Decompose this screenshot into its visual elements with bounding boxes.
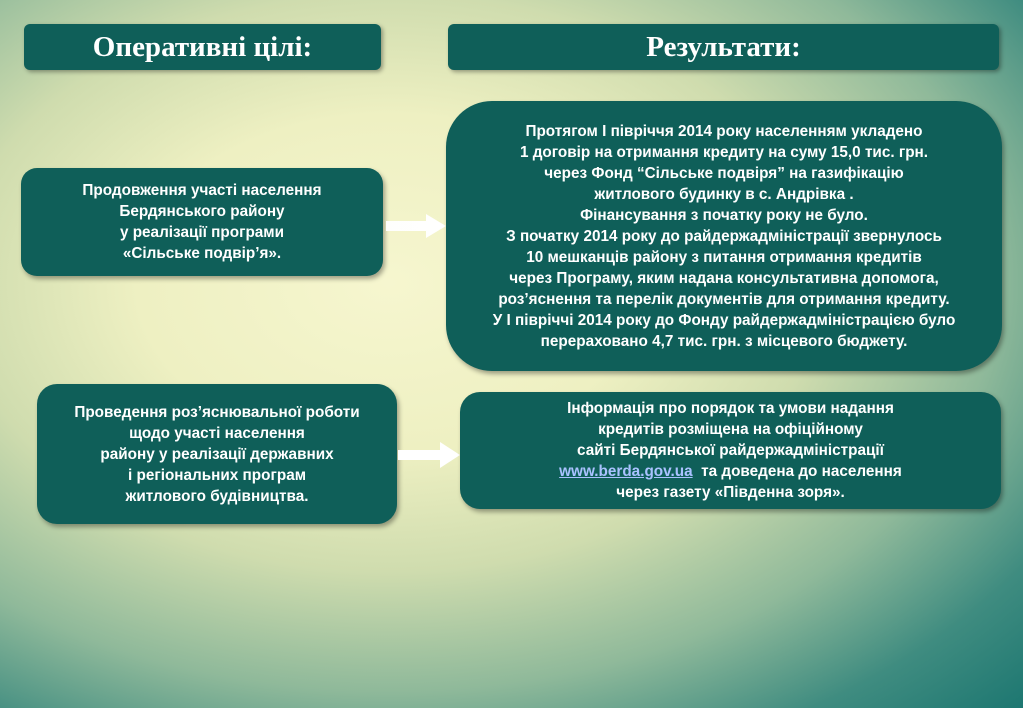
- result-1-line: Протягом І півріччя 2014 року населенням укладено: [525, 122, 923, 140]
- result-1-line: житлового будинку в с. Андрівка .: [594, 185, 854, 203]
- result-1-line: роз’яснення та перелік документів для отримання кредиту.: [498, 290, 950, 308]
- result-1-line: перераховано 4,7 тис. грн. з місцевого бюджету.: [540, 332, 908, 350]
- goal-1-line: Продовження участі населення: [82, 182, 322, 199]
- goal-1-line: Бердянського району: [119, 203, 285, 220]
- result-2-line: через газету «Південна зоря».: [616, 484, 845, 501]
- goal-2-line: і регіональних програм: [127, 466, 307, 484]
- result-2-line: кредитів розміщена на офіційному: [598, 421, 863, 438]
- goal-1-line: у реалізації програми: [119, 224, 285, 241]
- result-1-line: через Фонд “Сільське подвіря” на газифікацію: [544, 164, 904, 182]
- goal-2-line: Проведення роз’яснювальної роботи: [74, 403, 360, 421]
- result-2-line: сайті Бердянської райдержадміністрації: [577, 442, 884, 459]
- goal-1-line: «Сільське подвір’я».: [122, 245, 282, 262]
- result-1-line: через Програму, яким надана консультативна допомога,: [509, 269, 939, 287]
- goal-2-line: щодо участі населення: [129, 424, 305, 442]
- result-1-line: 1 договір на отримання кредиту на суму 15,0 тис. грн.: [519, 143, 929, 161]
- result-1-line: У І півріччі 2014 року до Фонду райдержадміністрацією було: [492, 311, 956, 329]
- result-2-link-line: [559, 461, 902, 482]
- right-arrow-icon: [384, 212, 448, 240]
- results-header: Результати:: [448, 24, 999, 70]
- right-arrow-icon: [396, 440, 462, 470]
- website-link[interactable]: www.berda.gov.ua: [559, 463, 693, 480]
- result-2-link-suffix: та доведена до населення: [692, 463, 902, 480]
- result-1-line: З початку 2014 року до райдержадміністрації звернулось: [506, 227, 942, 245]
- result-1-line: 10 мешканців району з питання отримання кредитів: [526, 248, 922, 266]
- goal-box-explanatory-work: [37, 384, 397, 524]
- goal-2-line: житлового будівництва.: [125, 487, 309, 505]
- goals-header: Оперативні цілі:: [24, 24, 381, 70]
- goal-box-silske-podvirya: [21, 168, 383, 276]
- goal-2-line: району у реалізації державних: [100, 445, 334, 463]
- result-2-line: Інформація про порядок та умови надання: [567, 400, 894, 417]
- result-box-information: [460, 392, 1001, 509]
- result-box-credits: [446, 101, 1002, 371]
- result-1-line: Фінансування з початку року не було.: [580, 206, 868, 224]
